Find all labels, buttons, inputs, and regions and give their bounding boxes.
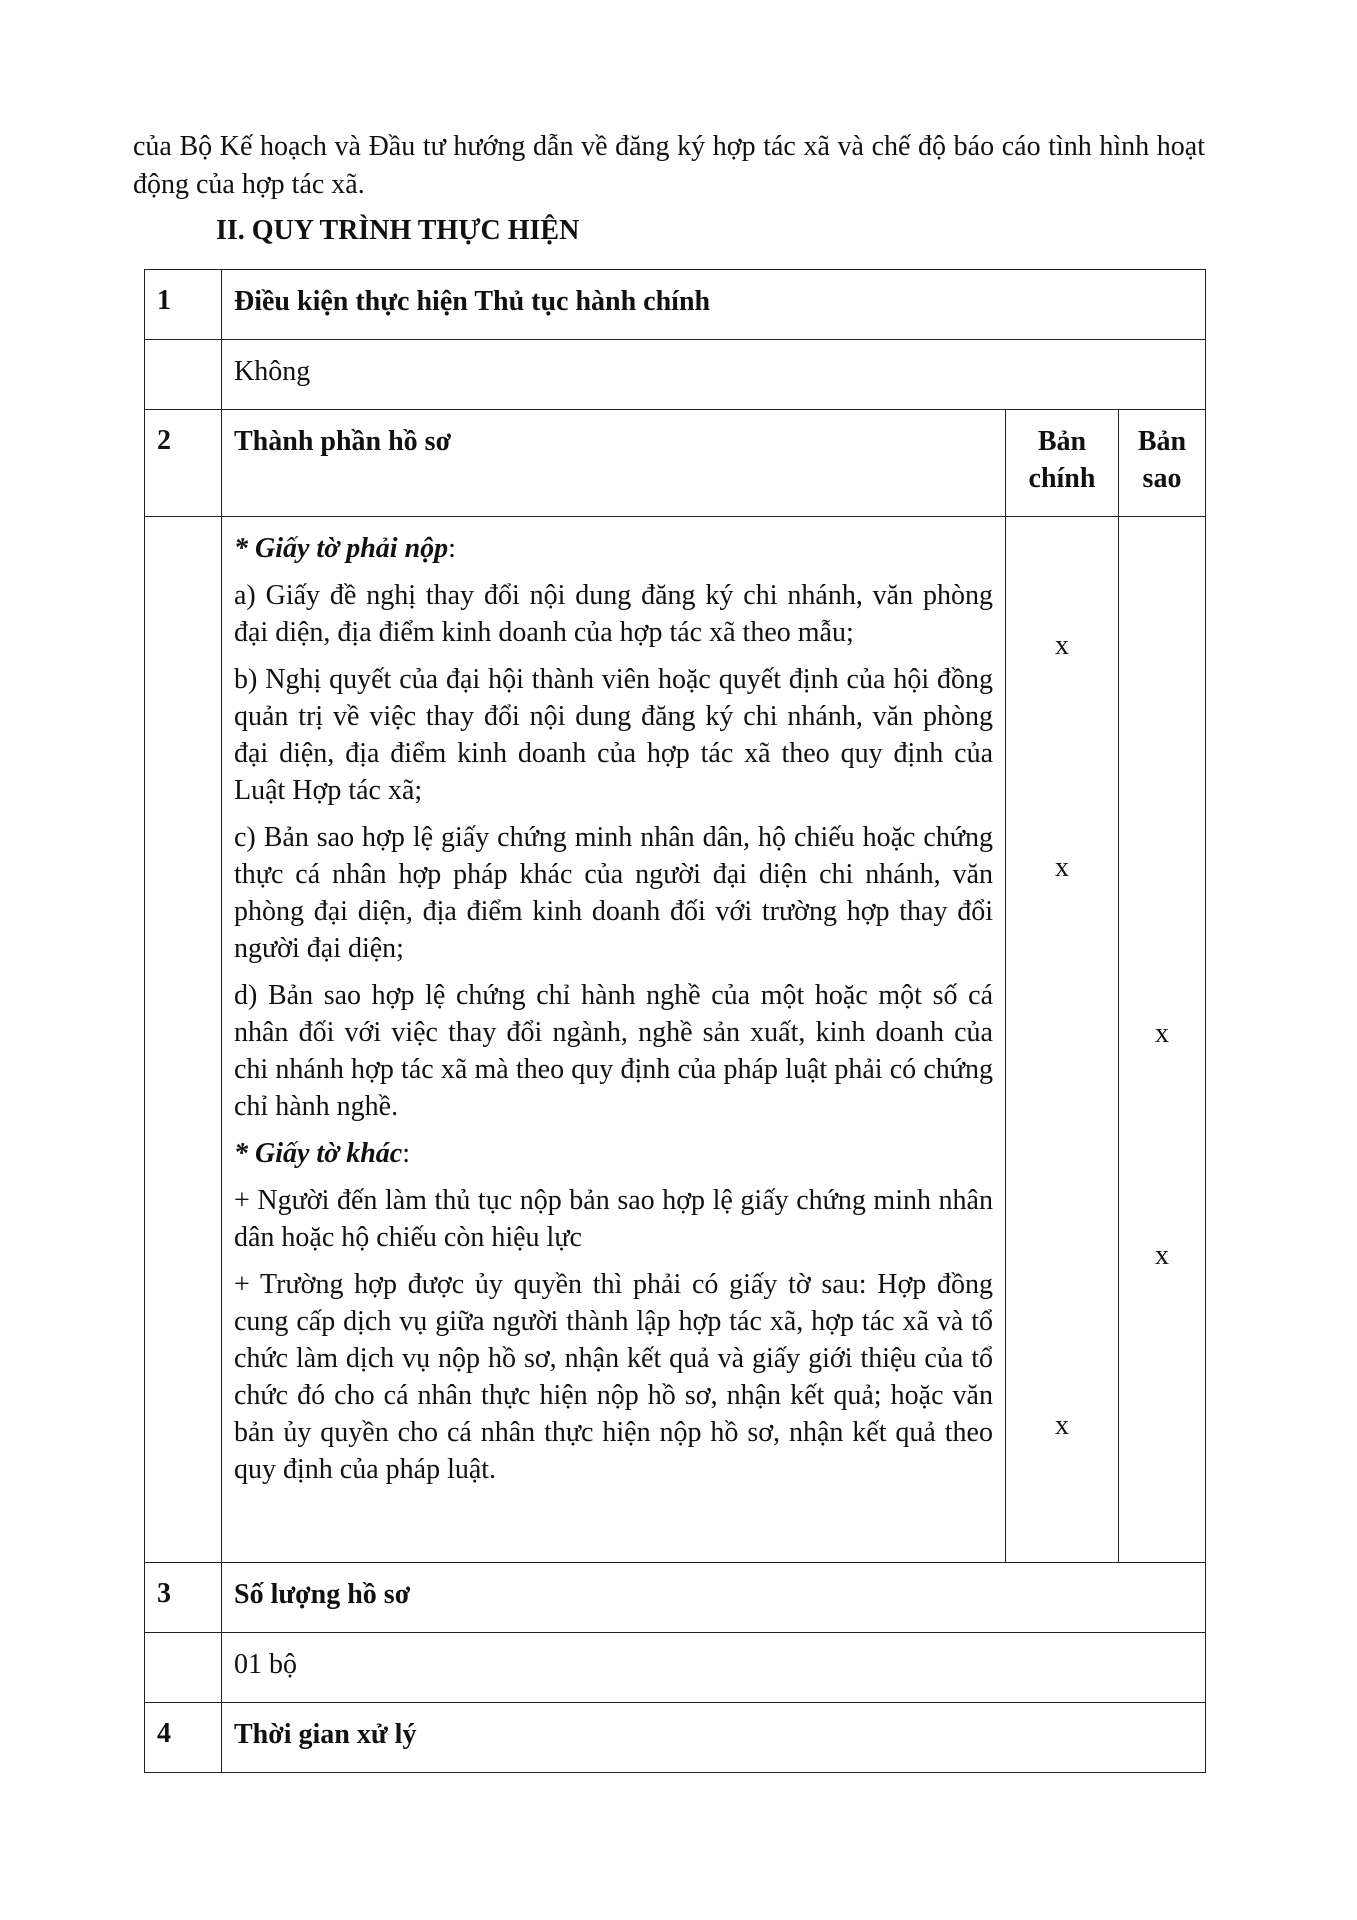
required-heading: * Giấy tờ phải nộp: <box>234 533 456 564</box>
column-header-original: Bản chính <box>1006 410 1119 517</box>
row-number: 2 <box>145 410 222 517</box>
document-list <box>222 517 1006 1563</box>
empty-cell <box>145 517 222 1563</box>
table-row <box>145 1563 1206 1633</box>
row-number: 1 <box>145 270 222 340</box>
row-value: 01 bộ <box>222 1633 1206 1703</box>
table-row <box>145 1703 1206 1773</box>
list-item: + Người đến làm thủ tục nộp bản sao hợp lệ giấy chứng minh nhân dân hoặc hộ chiếu còn hiệu lực <box>234 1185 993 1253</box>
list-item: d) Bản sao hợp lệ chứng chỉ hành nghề của một hoặc một số cá nhân đối với việc thay đổi ngành, nghề sản xuất, kinh doanh của chi nhánh hợp tác xã mà theo quy định của pháp luật phải có chứng chỉ hành nghề. <box>234 980 993 1122</box>
original-marks-cell <box>1006 517 1119 1563</box>
table-row <box>145 410 1206 517</box>
procedure-table <box>144 269 1206 1773</box>
empty-cell <box>145 340 222 410</box>
intro-paragraph: của Bộ Kế hoạch và Đầu tư hướng dẫn về đăng ký hợp tác xã và chế độ báo cáo tình hình hoạt động của hợp tác xã. <box>133 131 1205 200</box>
row-title: Thành phần hồ sơ <box>222 410 1006 517</box>
other-heading: * Giấy tờ khác: <box>234 1138 411 1169</box>
row-number: 3 <box>145 1563 222 1633</box>
table-row <box>145 340 1206 410</box>
check-mark: x <box>1155 1018 1169 1049</box>
list-item: + Trường hợp được ủy quyền thì phải có giấy tờ sau: Hợp đồng cung cấp dịch vụ giữa người thành lập hợp tác xã, hợp tác xã và tổ chức làm dịch vụ nộp hồ sơ, nhận kết quả và giấy giới thiệu của tổ chức đó cho cá nhân thực hiện nộp hồ sơ, nhận kết quả; hoặc văn bản ủy quyền cho cá nhân thực hiện nộp hồ sơ, nhận kết quả theo quy định của pháp luật. <box>234 1269 993 1485</box>
row-number: 4 <box>145 1703 222 1773</box>
list-item: b) Nghị quyết của đại hội thành viên hoặc quyết định của hội đồng quản trị về việc thay đổi nội dung đăng ký chi nhánh, văn phòng đại diện, địa điểm kinh doanh của hợp tác xã theo quy định của Luật Hợp tác xã; <box>234 664 993 806</box>
row-title: Thời gian xử lý <box>222 1703 1206 1773</box>
check-mark: x <box>1055 630 1069 661</box>
table-row <box>145 1633 1206 1703</box>
table-row <box>145 517 1206 1563</box>
list-item: a) Giấy đề nghị thay đổi nội dung đăng ký chi nhánh, văn phòng đại diện, địa điểm kinh doanh của hợp tác xã theo mẫu; <box>234 580 993 648</box>
row-title: Số lượng hồ sơ <box>222 1563 1206 1633</box>
row-value: Không <box>222 340 1206 410</box>
check-mark: x <box>1155 1240 1169 1271</box>
list-item: c) Bản sao hợp lệ giấy chứng minh nhân dân, hộ chiếu hoặc chứng thực cá nhân hợp pháp khác của người đại diện chi nhánh, văn phòng đại diện, địa điểm kinh doanh đối với trường hợp thay đổi người đại diện; <box>234 822 993 964</box>
check-mark: x <box>1055 1410 1069 1441</box>
column-header-copy: Bản sao <box>1119 410 1206 517</box>
copy-marks-cell <box>1119 517 1206 1563</box>
section-title: II. QUY TRÌNH THỰC HIỆN <box>216 215 580 246</box>
check-mark: x <box>1055 852 1069 883</box>
table-row <box>145 270 1206 340</box>
row-title: Điều kiện thực hiện Thủ tục hành chính <box>222 270 1206 340</box>
empty-cell <box>145 1633 222 1703</box>
